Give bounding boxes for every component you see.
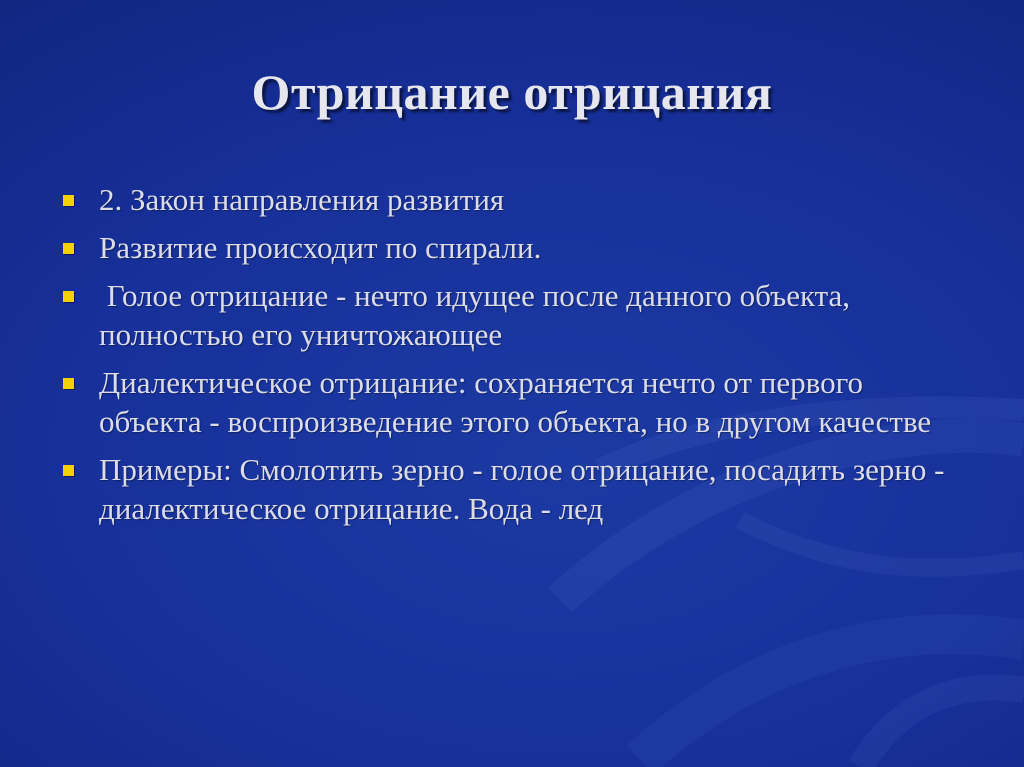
bullet-text: 2. Закон направления развития [99,182,505,217]
bullet-text: Диалектическое отрицание: сохраняется нечто от первого объекта - воспроизведение этого объекта, но в другом качестве [99,365,932,439]
square-bullet-icon [63,195,74,206]
square-bullet-icon [63,291,74,302]
bullet-item [60,450,960,528]
bullet-text: Развитие происходит по спирали. [99,230,542,265]
square-bullet-icon [63,243,74,254]
bullet-item [60,363,960,441]
bullet-item [60,180,960,219]
bullet-list [60,180,960,537]
square-bullet-icon [63,378,74,389]
bullet-text: Голое отрицание - нечто идущее после данного объекта, полностью его уничтожающее [99,278,858,352]
bullet-item [60,276,960,354]
bullet-item [60,228,960,267]
bullet-text: Примеры: Смолотить зерно - голое отрицание, посадить зерно - диалектическое отрицание. Вода - лед [99,452,945,526]
slide-title: Отрицание отрицания [251,64,773,120]
square-bullet-icon [63,465,74,476]
